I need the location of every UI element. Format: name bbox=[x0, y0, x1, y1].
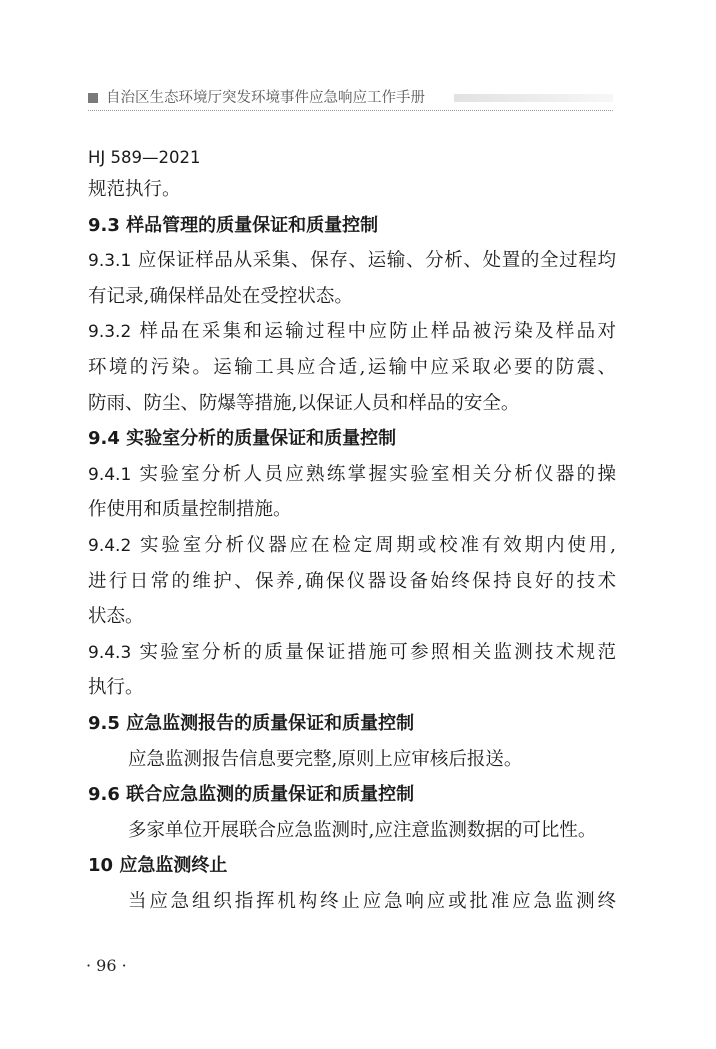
text-line bbox=[88, 279, 616, 315]
line-text: 执行。 bbox=[88, 677, 144, 699]
line-text: 应保证样品从采集、保存、运输、分析、处置的全过程均 bbox=[137, 250, 616, 272]
line-text: 作使用和质量控制措施。 bbox=[88, 499, 292, 521]
line-text: 规范执行。 bbox=[88, 179, 181, 200]
section-title: 应急监测终止 bbox=[119, 855, 228, 877]
section-title: 实验室分析的质量保证和质量控制 bbox=[126, 428, 397, 450]
clause-line bbox=[88, 457, 616, 493]
line-text: 防雨、防尘、防爆等措施,以保证人员和样品的安全。 bbox=[88, 392, 520, 414]
line-text: 实验室分析的质量保证措施可参照相关监测技术规范 bbox=[139, 641, 616, 663]
text-line bbox=[88, 599, 616, 635]
clause-number: 9.3.1 bbox=[88, 251, 132, 272]
text-body bbox=[88, 172, 616, 919]
section-number: 9.4 bbox=[88, 428, 120, 450]
text-line bbox=[88, 172, 616, 208]
text-line bbox=[88, 884, 616, 920]
text-line bbox=[88, 386, 616, 422]
line-text: 进行日常的维护、保养,确保仪器设备始终保持良好的技术 bbox=[88, 570, 616, 592]
clause-number: 9.4.1 bbox=[88, 464, 132, 485]
section-heading bbox=[88, 706, 616, 742]
page-number: · 96 · bbox=[86, 956, 127, 975]
header-title: 自治区生态环境厅突发环境事件应急响应工作手册 bbox=[106, 90, 425, 106]
clause-number: 9.3.2 bbox=[88, 322, 132, 343]
line-text: 有记录,确保样品处在受控状态。 bbox=[88, 285, 353, 307]
section-title: 应急监测报告的质量保证和质量控制 bbox=[126, 712, 415, 734]
line-text: 样品在采集和运输过程中应防止样品被污染及样品对 bbox=[139, 321, 616, 343]
section-number: 10 bbox=[88, 855, 114, 877]
section-heading bbox=[88, 421, 616, 457]
header-square-icon bbox=[88, 93, 98, 103]
clause-line bbox=[88, 528, 616, 564]
section-number: 9.6 bbox=[88, 784, 120, 806]
section-title: 联合应急监测的质量保证和质量控制 bbox=[126, 784, 415, 806]
page-content bbox=[88, 143, 616, 919]
clause-number: 9.4.3 bbox=[88, 642, 132, 663]
running-header bbox=[88, 88, 613, 112]
section-number: 9.3 bbox=[88, 214, 120, 236]
line-text: 多家单位开展联合应急监测时,应注意监测数据的可比性。 bbox=[128, 819, 597, 841]
header-decorative-bar bbox=[454, 94, 613, 102]
section-title: 样品管理的质量保证和质量控制 bbox=[126, 214, 379, 236]
text-line bbox=[88, 742, 616, 778]
section-number: 9.5 bbox=[88, 712, 120, 734]
clause-line bbox=[88, 635, 616, 671]
line-text: 实验室分析仪器应在检定周期或校准有效期内使用, bbox=[140, 534, 616, 556]
line-text: 实验室分析人员应熟练掌握实验室相关分析仪器的操 bbox=[139, 463, 616, 485]
text-line bbox=[88, 492, 616, 528]
clause-line bbox=[88, 243, 616, 279]
line-text: 环境的污染。运输工具应合适,运输中应采取必要的防震、 bbox=[88, 356, 616, 378]
text-line bbox=[88, 670, 616, 706]
standard-number: HJ 589—2021 bbox=[88, 148, 201, 167]
text-line bbox=[88, 813, 616, 849]
text-line bbox=[88, 564, 616, 600]
clause-line bbox=[88, 314, 616, 350]
clause-number: 9.4.2 bbox=[88, 535, 132, 556]
line-text: 应急监测报告信息要完整,原则上应审核后报送。 bbox=[128, 748, 523, 770]
line-text: 当应急组织指挥机构终止应急响应或批准应急监测终 bbox=[128, 890, 616, 912]
section-heading bbox=[88, 848, 616, 884]
header-dotted-rule bbox=[88, 110, 613, 111]
section-heading bbox=[88, 208, 616, 244]
section-heading bbox=[88, 777, 616, 813]
line-text: 状态。 bbox=[88, 606, 144, 628]
text-line bbox=[88, 350, 616, 386]
